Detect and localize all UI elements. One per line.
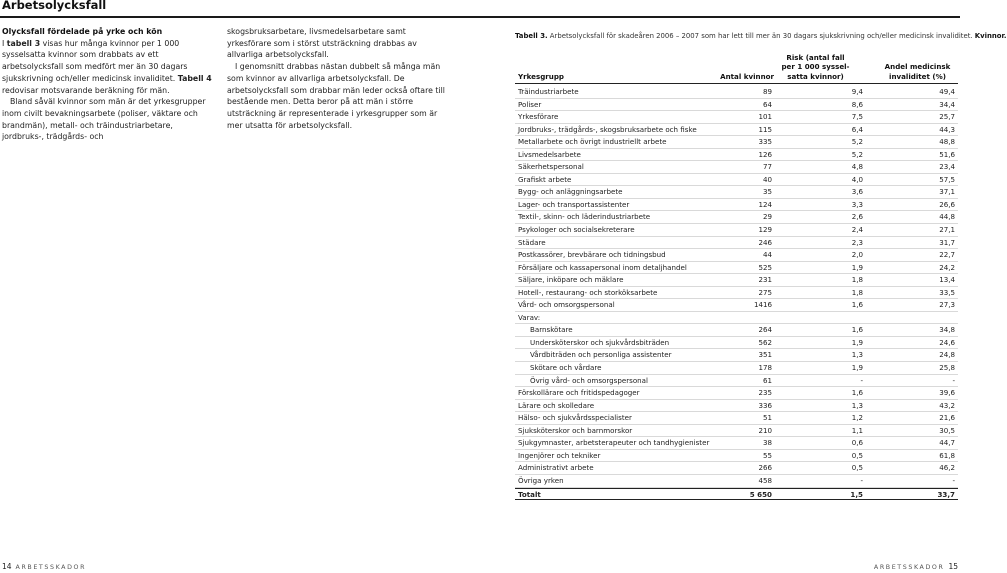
table-row: [515, 312, 958, 325]
cell-share: 61,8: [939, 450, 955, 460]
cell-count: 115: [758, 124, 772, 134]
text-span: I: [2, 38, 7, 48]
cell-occupation: Poliser: [518, 99, 542, 109]
cell-share: -: [952, 475, 955, 485]
cell-share: 27,1: [939, 225, 955, 235]
header-risk-line: Risk (antal fall: [786, 52, 845, 62]
table-row: [515, 299, 958, 312]
table-row: [515, 349, 958, 362]
cell-count: 231: [758, 275, 772, 285]
cell-count: 525: [758, 262, 772, 272]
cell-occupation: Förskollärare och fritidspedagoger: [518, 388, 640, 398]
cell-count: 178: [758, 363, 772, 373]
table-row: [515, 186, 958, 199]
header-count: Antal kvinnor: [720, 72, 774, 81]
cell-count: 55: [762, 450, 772, 460]
cell-count: 458: [758, 475, 772, 485]
cell-occupation: Grafiskt arbete: [518, 174, 572, 184]
cell-risk: 6,4: [851, 124, 863, 134]
cell-occupation: Vårdbiträden och personliga assistenter: [530, 350, 672, 360]
table-row: [515, 224, 958, 237]
table-row: [515, 262, 958, 275]
cell-share: 37,1: [939, 187, 955, 197]
table-header: [515, 52, 958, 84]
cell-share: 13,4: [939, 275, 955, 285]
cell-occupation: Yrkesförare: [518, 112, 559, 122]
cell-risk: 1,8: [851, 287, 863, 297]
header-rule: [0, 16, 960, 18]
table-row: [515, 375, 958, 388]
cell-share: 33,7: [937, 489, 955, 499]
header-share: [880, 62, 955, 81]
cell-occupation: Städare: [518, 237, 546, 247]
cell-risk: 0,5: [851, 463, 863, 473]
cell-risk: -: [860, 375, 863, 385]
cell-occupation: Hotell-, restaurang- och storköksarbete: [518, 287, 658, 297]
cell-count: 61: [762, 375, 772, 385]
table-row: [515, 362, 958, 375]
cell-count: 129: [758, 225, 772, 235]
cell-count: 210: [758, 425, 772, 435]
cell-count: 335: [758, 137, 772, 147]
cell-occupation: Ingenjörer och tekniker: [518, 450, 601, 460]
table-row: [515, 425, 958, 438]
footer-left: [2, 562, 90, 571]
table-caption-text: Arbetsolycksfall för skadeåren 2006 – 2007 som har lett till mer än 30 dagars sjukskrivning och/eller medicinsk invaliditet.: [547, 32, 975, 40]
cell-risk: 1,5: [850, 489, 863, 499]
cell-count: 101: [758, 112, 772, 122]
table-row: [515, 86, 958, 99]
cell-risk: 5,2: [851, 149, 863, 159]
cell-count: 77: [762, 162, 772, 172]
cell-risk: -: [860, 475, 863, 485]
cell-occupation: Jordbruks-, trädgårds-, skogsbruksarbete och fiske: [518, 124, 697, 134]
cell-occupation: Säkerhetspersonal: [518, 162, 584, 172]
table-row: [515, 287, 958, 300]
table-row: [515, 387, 958, 400]
cell-risk: 9,4: [851, 87, 863, 96]
cell-occupation: Övrig vård- och omsorgspersonal: [530, 375, 648, 385]
header-rule: [515, 83, 958, 84]
middle-text-column: [227, 26, 445, 131]
cell-share: 24,6: [939, 337, 955, 347]
cell-risk: 1,3: [851, 350, 863, 360]
cell-count: 351: [758, 350, 772, 360]
cell-occupation: Varav:: [518, 312, 541, 322]
cell-occupation: Totalt: [518, 489, 541, 499]
cell-risk: 1,8: [851, 275, 863, 285]
cell-share: 22,7: [939, 250, 955, 260]
table-row: [515, 437, 958, 450]
cell-count: 29: [762, 212, 772, 222]
table-row: [515, 337, 958, 350]
cell-count: 51: [762, 413, 772, 423]
table-row: [515, 99, 958, 112]
cell-risk: 7,5: [851, 112, 863, 122]
cell-occupation: Träindustriarbete: [518, 87, 579, 96]
cell-count: 124: [758, 199, 772, 209]
page-header-title: Arbetsolycksfall: [2, 0, 107, 12]
table-total-row: [515, 488, 958, 501]
cell-share: 44,3: [939, 124, 955, 134]
left-text-column: [2, 26, 214, 143]
cell-risk: 1,9: [851, 337, 863, 347]
table-body: [515, 86, 958, 500]
cell-share: 33,5: [939, 287, 955, 297]
cell-share: 44,7: [939, 438, 955, 448]
footer-right: [870, 562, 958, 571]
cell-share: 21,6: [939, 413, 955, 423]
cell-count: 5 650: [749, 489, 772, 499]
cell-count: 562: [758, 337, 772, 347]
cell-occupation: Skötare och vårdare: [530, 363, 602, 373]
table-row: [515, 161, 958, 174]
footer-label: ARBETSSKADOR: [15, 564, 87, 571]
cell-occupation: Psykologer och socialsekreterare: [518, 225, 635, 235]
cell-occupation: Sjuksköterskor och barnmorskor: [518, 425, 633, 435]
cell-risk: 1,1: [851, 425, 863, 435]
cell-share: 34,4: [939, 99, 955, 109]
cell-risk: 4,8: [851, 162, 863, 172]
cell-occupation: Metallarbete och övrigt industriellt arbete: [518, 137, 667, 147]
cell-count: 235: [758, 388, 772, 398]
cell-occupation: Bygg- och anläggningsarbete: [518, 187, 623, 197]
cell-share: 43,2: [939, 400, 955, 410]
paragraph-intro: [2, 38, 214, 97]
cell-risk: 2,6: [851, 212, 863, 222]
cell-count: 64: [762, 99, 772, 109]
cell-share: 23,4: [939, 162, 955, 172]
cell-count: 40: [762, 174, 772, 184]
cell-occupation: Säljare, inköpare och mäklare: [518, 275, 624, 285]
cell-risk: 0,6: [851, 438, 863, 448]
table-reference: Tabell 4: [177, 73, 212, 83]
cell-risk: 2,3: [851, 237, 863, 247]
cell-share: 57,5: [939, 174, 955, 184]
cell-occupation: Barnskötare: [530, 325, 573, 335]
table-row: [515, 111, 958, 124]
cell-occupation: Postkassörer, brevbärare och tidningsbud: [518, 250, 666, 260]
table-row: [515, 412, 958, 425]
cell-share: 25,7: [939, 112, 955, 122]
table-row: [515, 400, 958, 413]
cell-share: 49,4: [939, 87, 955, 96]
cell-occupation: Administrativt arbete: [518, 463, 594, 473]
cell-count: 38: [762, 438, 772, 448]
table-row: [515, 450, 958, 463]
table-row: [515, 174, 958, 187]
cell-occupation: Undersköterskor och sjukvårdsbiträden: [530, 337, 670, 347]
cell-risk: 0,5: [851, 450, 863, 460]
table-caption-gender: Kvinnor.: [974, 32, 1007, 40]
cell-count: 266: [758, 463, 772, 473]
cell-share: 34,8: [939, 325, 955, 335]
table-row: [515, 124, 958, 137]
table-row: [515, 136, 958, 149]
cell-occupation: Sjukgymnaster, arbetsterapeuter och tandhygienister: [518, 438, 710, 448]
table-row: [515, 149, 958, 162]
cell-occupation: Lärare och skolledare: [518, 400, 595, 410]
text-span: redovisar motsvarande beräkning för män.: [2, 85, 170, 95]
table-caption: [515, 32, 1007, 40]
footer-label: ARBETSSKADOR: [873, 564, 945, 571]
cell-occupation: Livsmedelsarbete: [518, 149, 581, 159]
table-caption-label: Tabell 3.: [515, 32, 548, 40]
table-row: [515, 237, 958, 250]
cell-risk: 5,2: [851, 137, 863, 147]
cell-risk: 3,3: [851, 199, 863, 209]
paragraph-body: Bland såväl kvinnor som män är det yrkesgrupper inom civilt bevakningsarbete (poliser, väktare och brandmän), metall- och träindustriarbetare, jordbruks-, trädgårds- och: [2, 97, 206, 142]
cell-count: 1416: [753, 300, 772, 310]
cell-count: 35: [762, 187, 772, 197]
cell-share: 26,6: [939, 199, 955, 209]
header-risk-line: satta kvinnor): [787, 71, 844, 81]
cell-count: 44: [762, 250, 772, 260]
cell-risk: 1,3: [851, 400, 863, 410]
cell-share: 51,6: [939, 149, 955, 159]
cell-risk: 1,9: [851, 262, 863, 272]
cell-occupation: Hälso- och sjukvårdsspecialister: [518, 413, 632, 423]
cell-share: -: [952, 375, 955, 385]
cell-share: 44,8: [939, 212, 955, 222]
cell-count: 275: [758, 287, 772, 297]
table-row: [515, 211, 958, 224]
cell-occupation: Vård- och omsorgspersonal: [518, 300, 615, 310]
page-number: 14: [2, 562, 12, 571]
header-share-line: invaliditet (%): [889, 71, 946, 81]
cell-share: 27,3: [939, 300, 955, 310]
cell-risk: 1,2: [851, 413, 863, 423]
cell-risk: 1,9: [851, 363, 863, 373]
cell-share: 30,5: [939, 425, 955, 435]
section-heading: Olycksfall fördelade på yrke och kön: [2, 27, 163, 36]
cell-occupation: Lager- och transportassistenter: [518, 199, 630, 209]
table-row: [515, 462, 958, 475]
cell-risk: 8,6: [851, 99, 863, 109]
cell-share: 39,6: [939, 388, 955, 398]
cell-risk: 2,0: [851, 250, 863, 260]
cell-count: 126: [758, 149, 772, 159]
cell-count: 246: [758, 237, 772, 247]
cell-occupation: Försäljare och kassapersonal inom detaljhandel: [518, 262, 687, 272]
table-row: [515, 199, 958, 212]
table-row: [515, 274, 958, 287]
header-occupation: Yrkesgrupp: [518, 72, 564, 81]
table-row: [515, 475, 958, 488]
cell-risk: 2,4: [851, 225, 863, 235]
paragraph-continued: skogsbruksarbetare, livsmedelsarbetare samt yrkesförare som i störst utsträckning drabbas av allvarliga arbetsolycksfall.: [227, 27, 417, 60]
header-risk: [768, 53, 863, 82]
table-row: [515, 249, 958, 262]
cell-occupation: Övriga yrken: [518, 475, 564, 485]
cell-share: 24,8: [939, 350, 955, 360]
paragraph-body: I genomsnitt drabbas nästan dubbelt så många män som kvinnor av allvarliga arbetsolycksfall. De arbetsolycksfall som drabbar män leder också oftare till bestående men. Detta beror på att män i större utsträckning är representerade i yrkesgrupper som är mer utsatta för arbetsolycksfall.: [227, 62, 445, 130]
cell-risk: 1,6: [851, 388, 863, 398]
cell-share: 31,7: [939, 237, 955, 247]
text-span: visas hur många kvinnor per 1 000 sysselsatta kvinnor som drabbats av ett arbetsolycksfall som medfört mer än 30 dagars sjukskrivning och/eller medicinsk invaliditet.: [2, 38, 188, 83]
cell-risk: 4,0: [851, 174, 863, 184]
page-number: 15: [948, 562, 958, 571]
cell-share: 48,8: [939, 137, 955, 147]
cell-share: 24,2: [939, 262, 955, 272]
cell-share: 46,2: [939, 463, 955, 473]
header-share-line: Andel medicinsk: [884, 62, 951, 71]
cell-occupation: Textil-, skinn- och läderindustriarbete: [518, 212, 651, 222]
header-risk-line: per 1 000 syssel-: [781, 62, 850, 71]
table-row: [515, 324, 958, 337]
cell-share: 25,8: [939, 363, 955, 373]
cell-risk: 1,6: [851, 325, 863, 335]
cell-risk: 3,6: [851, 187, 863, 197]
cell-risk: 1,6: [851, 300, 863, 310]
cell-count: 89: [762, 87, 772, 96]
table-reference: tabell 3: [6, 38, 41, 48]
cell-count: 264: [758, 325, 772, 335]
cell-count: 336: [758, 400, 772, 410]
